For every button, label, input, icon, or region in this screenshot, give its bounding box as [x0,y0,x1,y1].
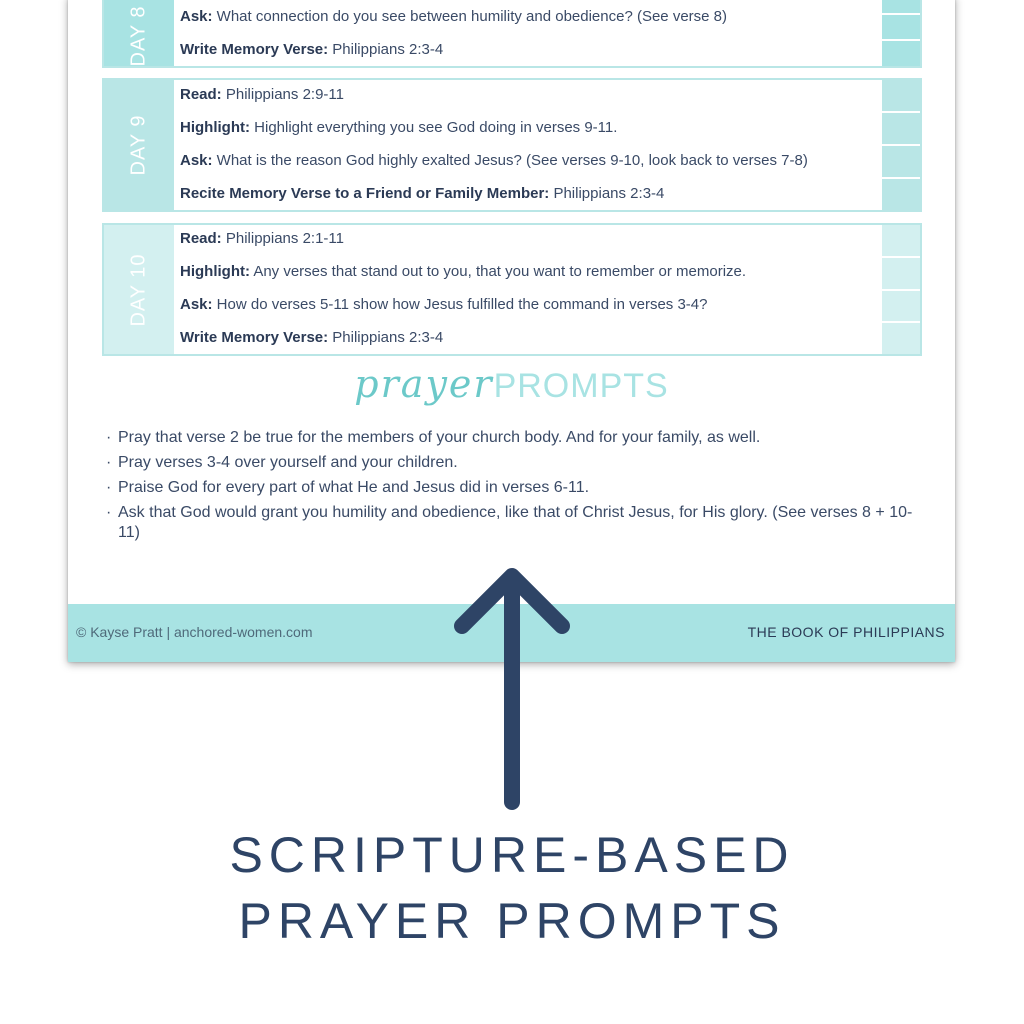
checkbox[interactable] [882,289,920,322]
line-label: Highlight: [180,119,250,136]
headline-line-1: SCRIPTURE-BASED [229,827,795,883]
line-label: Ask: [180,296,213,313]
day-10-line-ask [180,296,707,313]
prayer-prompts-list [106,428,926,548]
day-10-label: DAY 10 [127,252,150,327]
day-8-label: DAY 8 [127,5,150,67]
line-label: Write Memory Verse: [180,329,329,346]
line-text: What connection do you see between humility and obedience? (See verse 8) [212,8,727,25]
list-item: · Ask that God would grant you humility and obedience, like that of Christ Jesus, for His glory. (See verses 8 + 10-11) [106,503,926,543]
checkbox[interactable] [882,256,920,289]
line-text: Philippians 2:9-11 [221,86,344,103]
day-10-checkboxes [882,225,920,354]
day-10-block [102,223,922,356]
day-10-line-highlight [180,263,746,280]
checkbox[interactable] [882,0,920,13]
checkbox[interactable] [882,80,920,111]
line-text: Philippians 2:3-4 [549,185,665,202]
checkbox[interactable] [882,144,920,177]
day-8-block [102,0,922,68]
line-text: Philippians 2:3-4 [328,41,444,58]
day-8-checkboxes [882,0,920,66]
line-label: Write Memory Verse: [180,41,329,58]
line-text: What is the reason God highly exalted Jesus? (See verses 9-10, look back to verses 7-8) [212,152,808,169]
day-9-line-ask [180,152,808,169]
checkbox[interactable] [882,177,920,210]
day-9-block [102,78,922,212]
checkbox[interactable] [882,39,920,66]
day-9-label: DAY 9 [127,114,150,176]
day-9-line-read [180,86,344,103]
day-9-line-recite [180,185,664,202]
day-10-line-read [180,230,344,247]
day-10-line-memory [180,329,443,346]
list-item: · Pray verses 3-4 over yourself and your children. [106,453,926,473]
line-label: Read: [180,230,222,247]
checkbox[interactable] [882,225,920,256]
line-text: How do verses 5-11 show how Jesus fulfilled the command in verses 3-4? [212,296,708,313]
up-arrow-icon [452,568,572,818]
day-9-checkboxes [882,80,920,210]
book-title: THE BOOK OF PHILIPPIANS [747,624,945,640]
line-label: Recite Memory Verse to a Friend or Family Member: [180,185,550,202]
line-text: Highlight everything you see God doing in verses 9-11. [249,119,618,136]
day-9-line-highlight [180,119,617,136]
line-text: Philippians 2:3-4 [328,329,444,346]
title-script-word: prayer [354,362,494,406]
line-label: Read: [180,86,222,103]
checkbox[interactable] [882,13,920,40]
day-8-tab [104,0,174,66]
day-10-tab [104,225,174,354]
list-item: · Pray that verse 2 be true for the members of your church body. And for your family, as well. [106,428,926,448]
title-caps-word: PROMPTS [493,367,669,405]
prayer-prompts-title [68,362,955,422]
checkbox[interactable] [882,321,920,354]
line-text: Philippians 2:1-11 [221,230,344,247]
line-label: Ask: [180,8,213,25]
line-text: Any verses that stand out to you, that you want to remember or memorize. [249,263,747,280]
day-9-tab [104,80,174,210]
line-label: Highlight: [180,263,250,280]
day-8-line-memory [180,41,443,58]
line-label: Ask: [180,152,213,169]
copyright-text: © Kayse Pratt | anchored-women.com [76,624,313,640]
checkbox[interactable] [882,111,920,144]
day-8-line-ask [180,8,727,25]
study-sheet [68,0,955,662]
headline-line-2: PRAYER PROMPTS [238,893,786,949]
list-item: · Praise God for every part of what He and Jesus did in verses 6-11. [106,478,926,498]
